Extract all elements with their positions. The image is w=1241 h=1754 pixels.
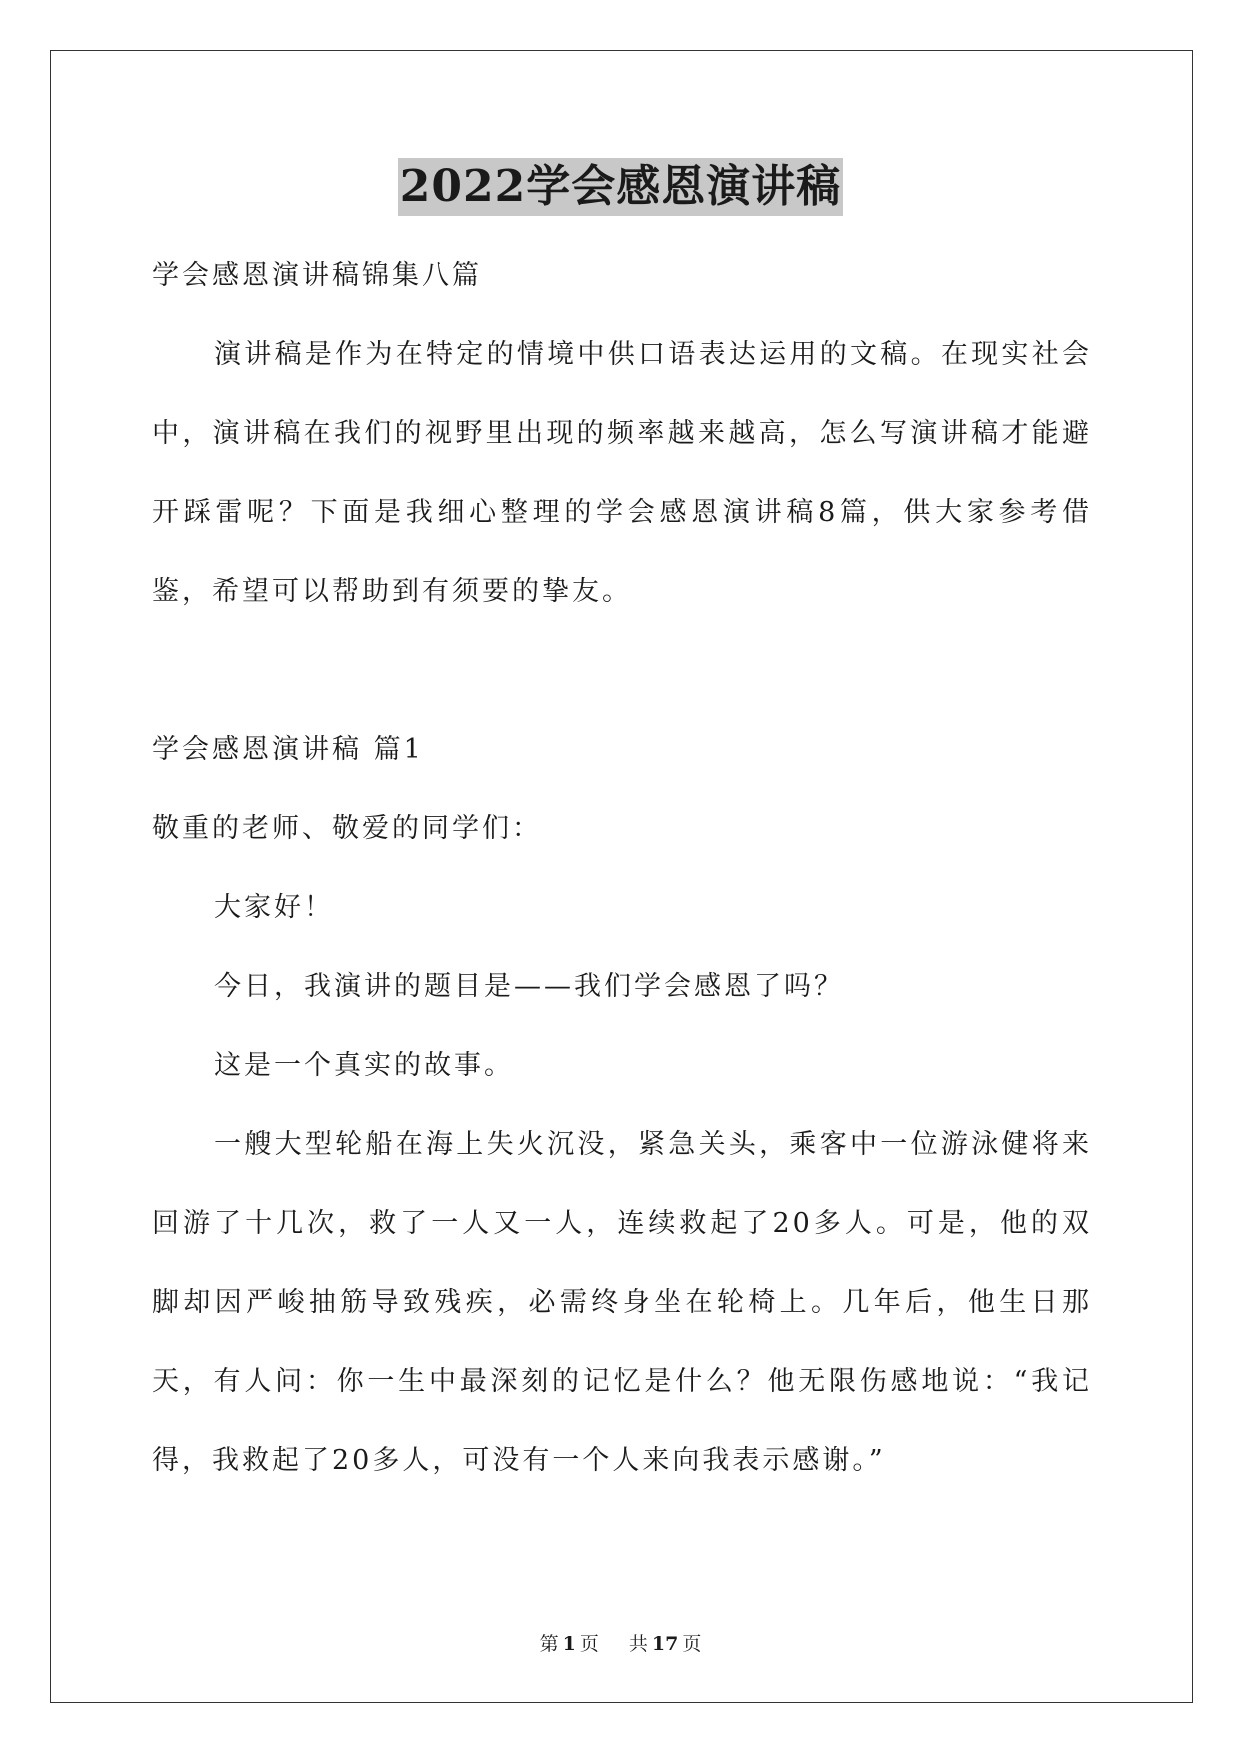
total-prefix: 共 (628, 1633, 648, 1655)
salutation: 敬重的老师、敬爱的同学们： (152, 813, 542, 844)
topic-line: 今日，我演讲的题目是——我们学会感恩了吗？ (214, 971, 844, 1002)
spacer (152, 631, 1092, 710)
story-intro: 这是一个真实的故事。 (214, 1050, 514, 1081)
document-body (152, 236, 1092, 1500)
page-suffix: 页 (579, 1633, 599, 1655)
intro-paragraph: 演讲稿是作为在特定的情境中供口语表达运用的文稿。在现实社会中，演讲稿在我们的视野里出现的频率越来越高，怎么写演讲稿才能避开踩雷呢？下面是我细心整理的学会感恩演讲稿8篇，供大家参考借鉴，希望可以帮助到有须要的挚友。 (152, 339, 1092, 607)
title-container (0, 158, 1241, 216)
page-footer (0, 1629, 1241, 1656)
page-prefix: 第 (539, 1633, 559, 1655)
document-title: 2022学会感恩演讲稿 (398, 158, 843, 216)
page-total: 17 (651, 1633, 679, 1655)
subtitle: 学会感恩演讲稿锦集八篇 (152, 260, 482, 291)
greeting: 大家好！ (214, 892, 334, 923)
page-current: 1 (562, 1633, 576, 1655)
total-suffix: 页 (682, 1633, 702, 1655)
story-paragraph: 一艘大型轮船在海上失火沉没，紧急关头，乘客中一位游泳健将来回游了十几次，救了一人又一人，连续救起了20多人。可是，他的双脚却因严峻抽筋导致残疾，必需终身坐在轮椅上。几年后，他生日那天，有人问：你一生中最深刻的记忆是什么？他无限伤感地说：“我记得，我救起了20多人，可没有一个人来向我表示感谢。” (152, 1129, 1092, 1476)
section-heading: 学会感恩演讲稿 篇1 (152, 734, 424, 765)
